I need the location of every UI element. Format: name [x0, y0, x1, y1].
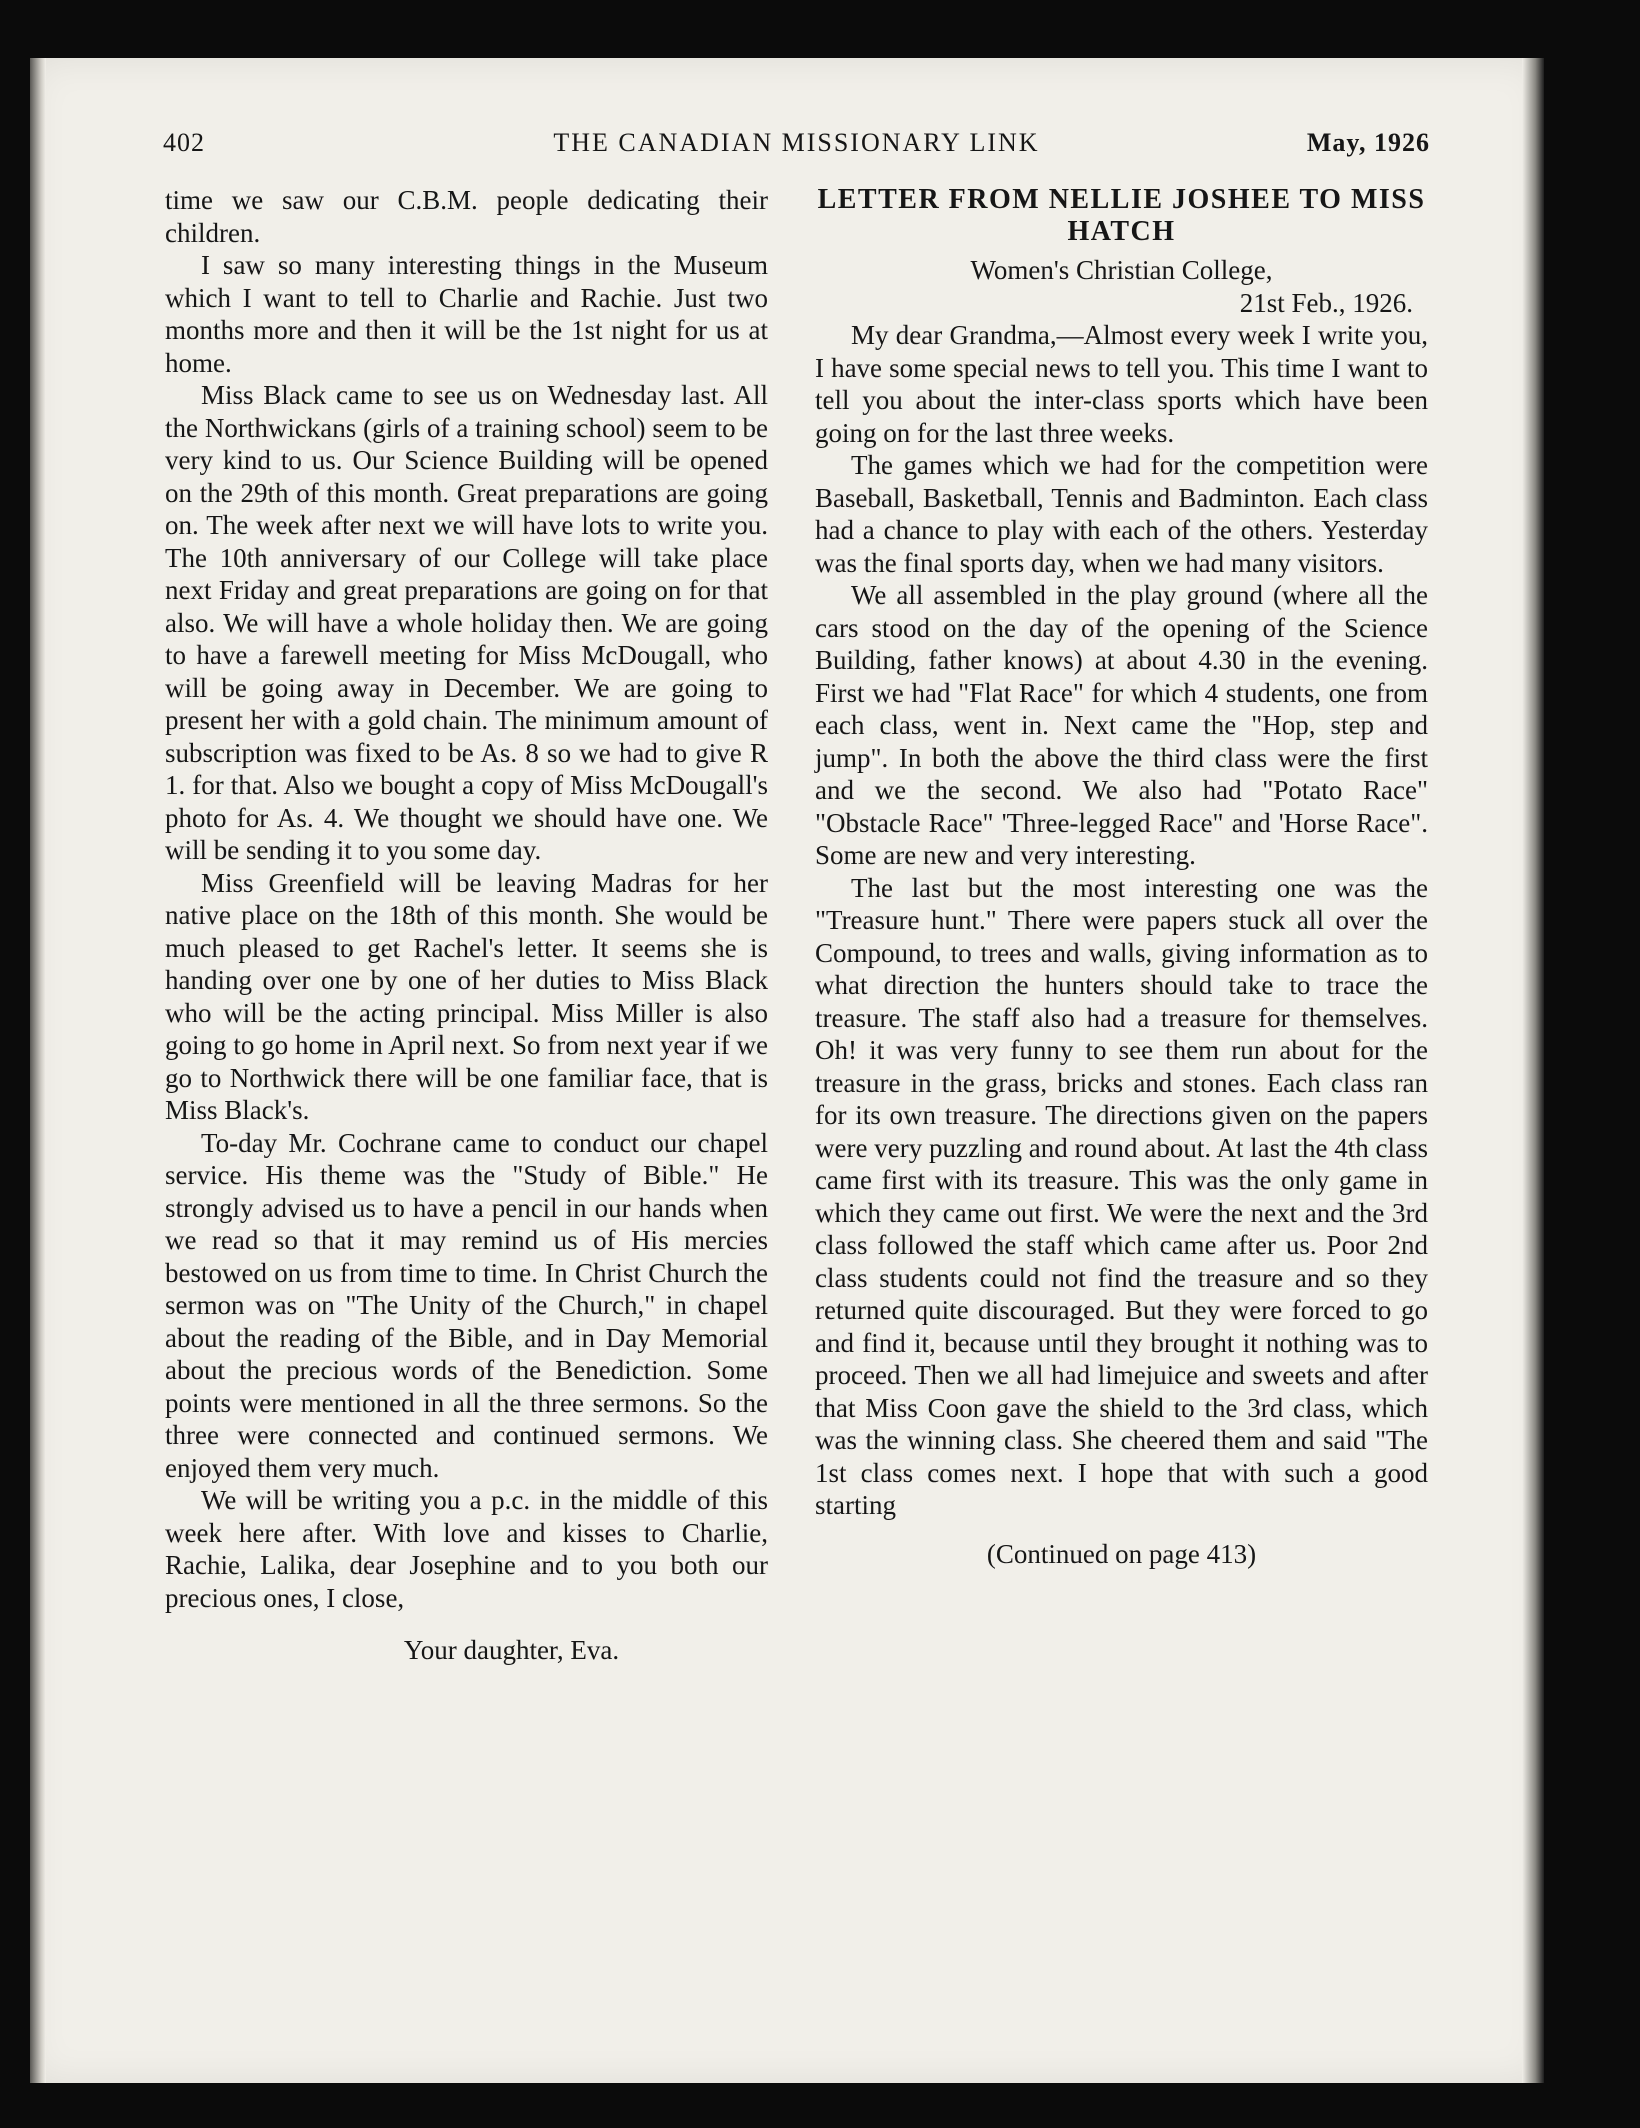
publication-title: THE CANADIAN MISSIONARY LINK	[553, 128, 1040, 157]
paragraph: We will be writing you a p.c. in the middle of this week here after. With love and kisses to Charlie, Rachie, Lalika, dear Josephine and to you both our precious ones, I close,	[165, 1485, 768, 1613]
paragraph: time we saw our C.B.M. people dedicating their children.	[165, 185, 768, 248]
signature: Your daughter, Eva.	[403, 1635, 620, 1665]
paragraph: We all assembled in the play ground (where all the cars stood on the day of the opening of the Science Building, father knows) at about 4.30 in the evening. First we had "Flat Race" for which 4 students, one from each class, went in. Next came the "Hop, step and jump". In both the above the third class were the first and we the second. We also had "Potato Race" "Obstacle Race" 'Three-legged Race" and 'Horse Race". Some are new and very interesting.	[815, 580, 1428, 870]
paragraph: Miss Black came to see us on Wednesday last. All the Northwickans (girls of a training school) seem to be very kind to us. Our Science Building will be opened on the 29th of this month. Great preparations are going on. The week after next we will have lots to write you. The 10th anniversary of our College will take place next Friday and great preparations are going on for that also. We will have a whole holiday then. We are going to have a farewell meeting for Miss McDougall, who will be going away in December. We are going to present her with a gold chain. The minimum amount of subscription was fixed to be As. 8 so we had to give R 1. for that. Also we bought a copy of Miss McDougall's photo for As. 4. We thought we should have one. We will be sending it to you some day.	[165, 380, 768, 865]
page-edge-right	[1522, 58, 1544, 2083]
institution-line: Women's Christian College,	[970, 255, 1273, 285]
continued-note: (Continued on page 413)	[986, 1538, 1257, 1569]
article-heading: LETTER FROM NELLIE JOSHEE TO MISS HATCH	[817, 184, 1426, 247]
letter-date: 21st Feb., 1926.	[1239, 287, 1413, 318]
page-edge-left	[30, 58, 46, 2083]
paragraph: Miss Greenfield will be leaving Madras for her native place on the 18th of this month. She would be much pleased to get Rachel's letter. It seems she is handing over one by one of her duties to Miss Black who will be the acting principal. Miss Miller is also going to go home in April next. So from next year if we go to Northwick there will be one familiar face, that is Miss Black's.	[165, 867, 768, 1125]
right-column	[815, 184, 1428, 1570]
paragraph: The games which we had for the competition were Baseball, Basketball, Tennis and Badminton. Each class had a chance to play with each of the others. Yesterday was the final sports day, when we had many visitors.	[815, 450, 1428, 578]
paragraph: I saw so many interesting things in the Museum which I want to tell to Charlie and Rachie. Just two months more and then it will be the 1st night for us at home.	[165, 250, 768, 378]
paragraph: The last but the most interesting one was the "Treasure hunt." There were papers stuck all over the Compound, to trees and walls, giving information as to what direction the hunters should take to trace the treasure. The staff also had a treasure for themselves. Oh! it was very funny to see them run about for the treasure in the grass, bricks and stones. Each class ran for its own treasure. The directions given on the papers were very puzzling and round about. At last the 4th class came first with its treasure. This was the only game in which they came out first. We were the next and the 3rd class followed the staff which came after us. Poor 2nd class students could not find the treasure and so they returned quite discouraged. But they were forced to go and find it, because until they brought it nothing was to proceed. Then we all had limejuice and sweets and after that Miss Coon gave the shield to the 3rd class, which was the winning class. She cheered them and said "The 1st class comes next. I hope that with such a good starting	[815, 872, 1428, 1520]
left-column	[165, 184, 768, 1667]
paragraph: To-day Mr. Cochrane came to conduct our chapel service. His theme was the "Study of Bible." He strongly advised us to have a pencil in our hands when we read so that it may remind us of His mercies bestowed on us from time to time. In Christ Church the sermon was on "The Unity of the Church," in chapel about the reading of the Bible, and in Day Memorial about the precious words of the Benediction. Some points were mentioned in all the three sermons. So the three were connected and continued sermons. We enjoyed them very much.	[165, 1127, 768, 1483]
issue-date: May, 1926	[1306, 128, 1430, 157]
paragraph: My dear Grandma,—Almost every week I write you, I have some special news to tell you. This time I want to tell you about the inter-class sports which have been going on for the last three weeks.	[815, 320, 1428, 448]
page-number: 402	[163, 128, 205, 157]
